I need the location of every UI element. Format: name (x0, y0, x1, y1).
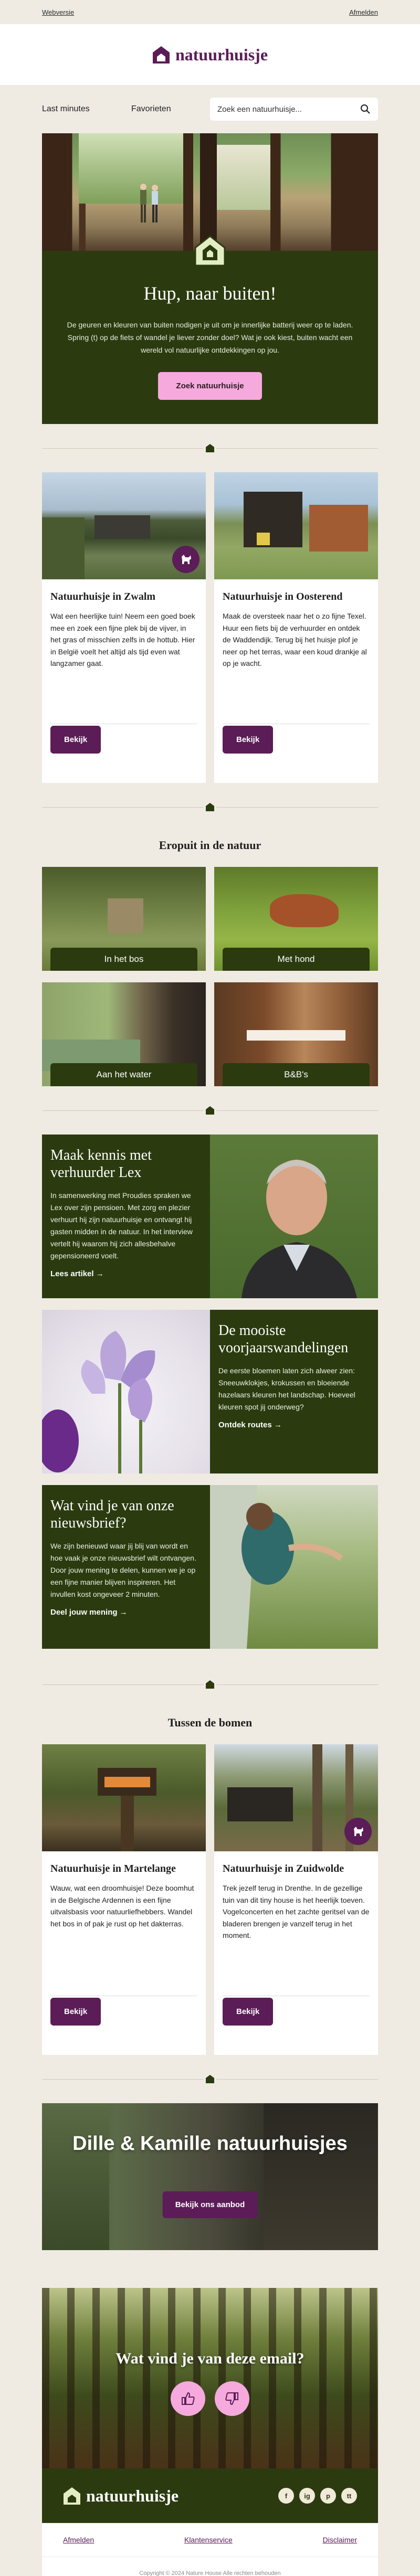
house-image-zwalm (42, 472, 206, 579)
outdoors-title: Eropuit in de natuur (159, 839, 261, 852)
tile-bnb[interactable] (214, 982, 378, 1086)
house-card-martelange[interactable] (42, 1744, 206, 2055)
divider (42, 783, 378, 831)
nav-row (42, 85, 378, 133)
tile-label: Aan het water (50, 1063, 197, 1086)
view-house-button[interactable]: Bekijk (50, 726, 101, 754)
hikers-image (136, 182, 162, 229)
house-card-title: Natuurhuisje in Oosterend (223, 591, 343, 603)
house-card-body (214, 1851, 378, 2055)
person-in-nature (210, 1485, 378, 1649)
brand-logo-text[interactable]: natuurhuisje (175, 45, 268, 64)
house-card-text: Wauw, wat een droomhuisje! Deze boomhut in de Belgische Ardennen is een fijne uitvalsbasis voor natuurliefhebbers. Wandel het bos in of pak je rust op het dakterras. (50, 1884, 194, 1928)
nav-last-minutes[interactable]: Last minutes (42, 104, 90, 113)
share-opinion-link[interactable]: Deel jouw mening → (50, 1608, 128, 1617)
feature-text: De eerste bloemen laten zich alweer zien: Sneeuwklokjes, krokussen en bloeiende hazelaars kleuren het landschap. Hoeveel kleuren spot jij onderweg? (218, 1366, 355, 1412)
survey-image (210, 1485, 378, 1649)
house-image-martelange (42, 1744, 206, 1851)
feature-text: We zijn benieuwd waar jij blij van wordt en hoe vaak je onze nieuwsbrief wilt ontvangen. Door jouw mening te delen, kunnen we je op een fijne manier blijven inspireren. Het invullen kost ongeveer 2 minuten. (50, 1541, 196, 1599)
house-card-body (214, 579, 378, 783)
view-house-button[interactable]: Bekijk (50, 1998, 101, 2026)
hero-text: De geuren en kleuren van buiten nodigen je uit om je innerlijke batterij weer op te laden. Spring (t) op de fiets of wandel je liever zonder doel? Wat je ook kiest, buiten wacht een wereld vol natuurlijke ontdekkingen op jou. (67, 321, 353, 354)
social-links (278, 2488, 357, 2504)
dog-icon (351, 1825, 365, 1838)
small-house-icon (205, 1106, 215, 1115)
view-offer-button[interactable]: Bekijk ons aanbod (163, 2191, 258, 2218)
house-card-text: Wat een heerlijke tuin! Neem een goed boek mee en zoek een fijne plek bij de vijver, in het gras of misschien zelfs in de hottub. Hier in België voelt het altijd als tijd even wat langzamer gaat. (50, 612, 195, 667)
hero-image (42, 133, 378, 251)
house-card-zuidwolde[interactable] (214, 1744, 378, 2055)
instagram-icon[interactable]: ig (299, 2488, 315, 2504)
divider (42, 1086, 378, 1135)
house-card-zwalm[interactable] (42, 472, 206, 783)
small-house-icon (205, 2074, 215, 2084)
house-image-zuidwolde (214, 1744, 378, 1851)
house-card-title: Natuurhuisje in Zuidwolde (223, 1863, 344, 1875)
copyright-text: Copyright © 2024 Nature House Alle rechten behouden (42, 2557, 378, 2576)
footer-logo-text: natuurhuisje (86, 2486, 179, 2505)
unsubscribe-link[interactable]: Afmelden (349, 8, 378, 16)
tile-label: B&B's (223, 1063, 370, 1086)
house-card-body (42, 1851, 206, 2055)
trees-title: Tussen de bomen (167, 1716, 253, 1730)
footer-links (42, 2523, 378, 2557)
pet-friendly-badge (172, 546, 200, 573)
house-card-body (42, 579, 206, 783)
house-card-title: Natuurhuisje in Martelange (50, 1863, 176, 1875)
web-version-link[interactable]: Webversie (42, 8, 75, 16)
house-image-oosterend (214, 472, 378, 579)
footer-unsubscribe-link[interactable]: Afmelden (63, 2536, 94, 2545)
search-icon[interactable] (360, 104, 371, 114)
search-input[interactable] (210, 98, 378, 121)
facebook-icon[interactable]: f (278, 2488, 294, 2504)
tile-by-water[interactable] (42, 982, 206, 1086)
tile-label: Met hond (223, 948, 370, 971)
view-house-button[interactable]: Bekijk (223, 726, 273, 754)
search-placeholder: Zoek een natuurhuisje... (217, 104, 302, 114)
search-nature-house-button[interactable]: Zoek natuurhuisje (158, 372, 261, 400)
logo-band (0, 24, 420, 85)
view-house-button[interactable]: Bekijk (223, 1998, 273, 2026)
footer-logo[interactable] (63, 2486, 178, 2506)
featured-houses (42, 472, 378, 783)
feature-title: Wat vind je van onze nieuwsbrief? (50, 1498, 174, 1531)
promo-banner (42, 2103, 378, 2250)
house-badge-icon (193, 234, 227, 268)
divider (42, 424, 378, 472)
customer-service-link[interactable]: Klantenservice (184, 2536, 233, 2545)
pet-friendly-badge (344, 1818, 372, 1845)
house-logo-icon (63, 2486, 81, 2505)
top-bar (42, 0, 378, 24)
footer-band (42, 2468, 378, 2523)
house-card-oosterend[interactable] (214, 472, 378, 783)
pinterest-icon[interactable]: p (320, 2488, 336, 2504)
tile-with-dog[interactable] (214, 867, 378, 971)
feature-text: In samenwerking met Proudies spraken we Lex over zijn pensioen. Met zorg en plezier verhuurt hij zijn natuurhuisje en ontvangt hij gasten midden in de natuur. In het interview vertelt hij waarom hij zich allesbehalve gepensioneerd voelt. (50, 1191, 193, 1260)
host-portrait-image (210, 1135, 378, 1298)
feature-spring-walks (42, 1310, 378, 1473)
trees-section (42, 1716, 378, 2055)
nav-favorites[interactable]: Favorieten (131, 104, 171, 113)
hero-section (42, 133, 378, 424)
tile-label: In het bos (50, 948, 197, 971)
feature-title: De mooiste voorjaarswandelingen (218, 1322, 349, 1356)
thumbs-down-icon (224, 2391, 240, 2407)
discover-routes-link[interactable]: Ontdek routes → (218, 1420, 282, 1430)
feature-title: Maak kennis met verhuurder Lex (50, 1147, 152, 1181)
tiktok-icon[interactable]: tt (341, 2488, 357, 2504)
feature-host-lex (42, 1135, 378, 1298)
divider (42, 2055, 378, 2103)
small-house-icon (205, 1680, 215, 1689)
tile-forest[interactable] (42, 867, 206, 971)
thumbs-up-icon (180, 2391, 196, 2407)
dog-icon (179, 553, 193, 566)
feedback-section (42, 2288, 378, 2468)
house-card-text: Trek jezelf terug in Drenthe. In de gezellige tuin van dit tiny house is het heerlijk toeven. Vogelconcerten en het zachte geritsel van de bladeren brengen je vanzelf terug in het moment. (223, 1884, 370, 1939)
thumbs-up-button[interactable] (171, 2381, 205, 2416)
crocus-flowers (42, 1310, 210, 1473)
house-card-text: Maak de oversteek naar het o zo fijne Texel. Huur een fiets bij de verhuurder en ontdek de Waddendijk. Terug bij het huisje plof je neer op het terras, waar een koud drankje al op je wacht. (223, 612, 367, 667)
crocus-image (42, 1310, 210, 1473)
house-logo-icon (152, 45, 170, 64)
read-article-link[interactable]: Lees artikel → (50, 1269, 104, 1279)
feedback-title: Wat vind je van deze email? (116, 2350, 304, 2368)
person-illustration (210, 1135, 378, 1298)
small-house-icon (205, 443, 215, 453)
hero-body (42, 251, 378, 424)
house-card-title: Natuurhuisje in Zwalm (50, 591, 156, 603)
divider (42, 1660, 378, 1709)
promo-title: Dille & Kamille natuurhuisjes (72, 2133, 348, 2155)
thumbs-down-button[interactable] (215, 2381, 249, 2416)
small-house-icon (205, 802, 215, 812)
disclaimer-link[interactable]: Disclaimer (322, 2536, 357, 2545)
feature-newsletter-survey (42, 1485, 378, 1649)
outdoors-section (42, 839, 378, 1086)
hero-title: Hup, naar buiten! (143, 283, 277, 304)
features-section (42, 1135, 378, 1649)
